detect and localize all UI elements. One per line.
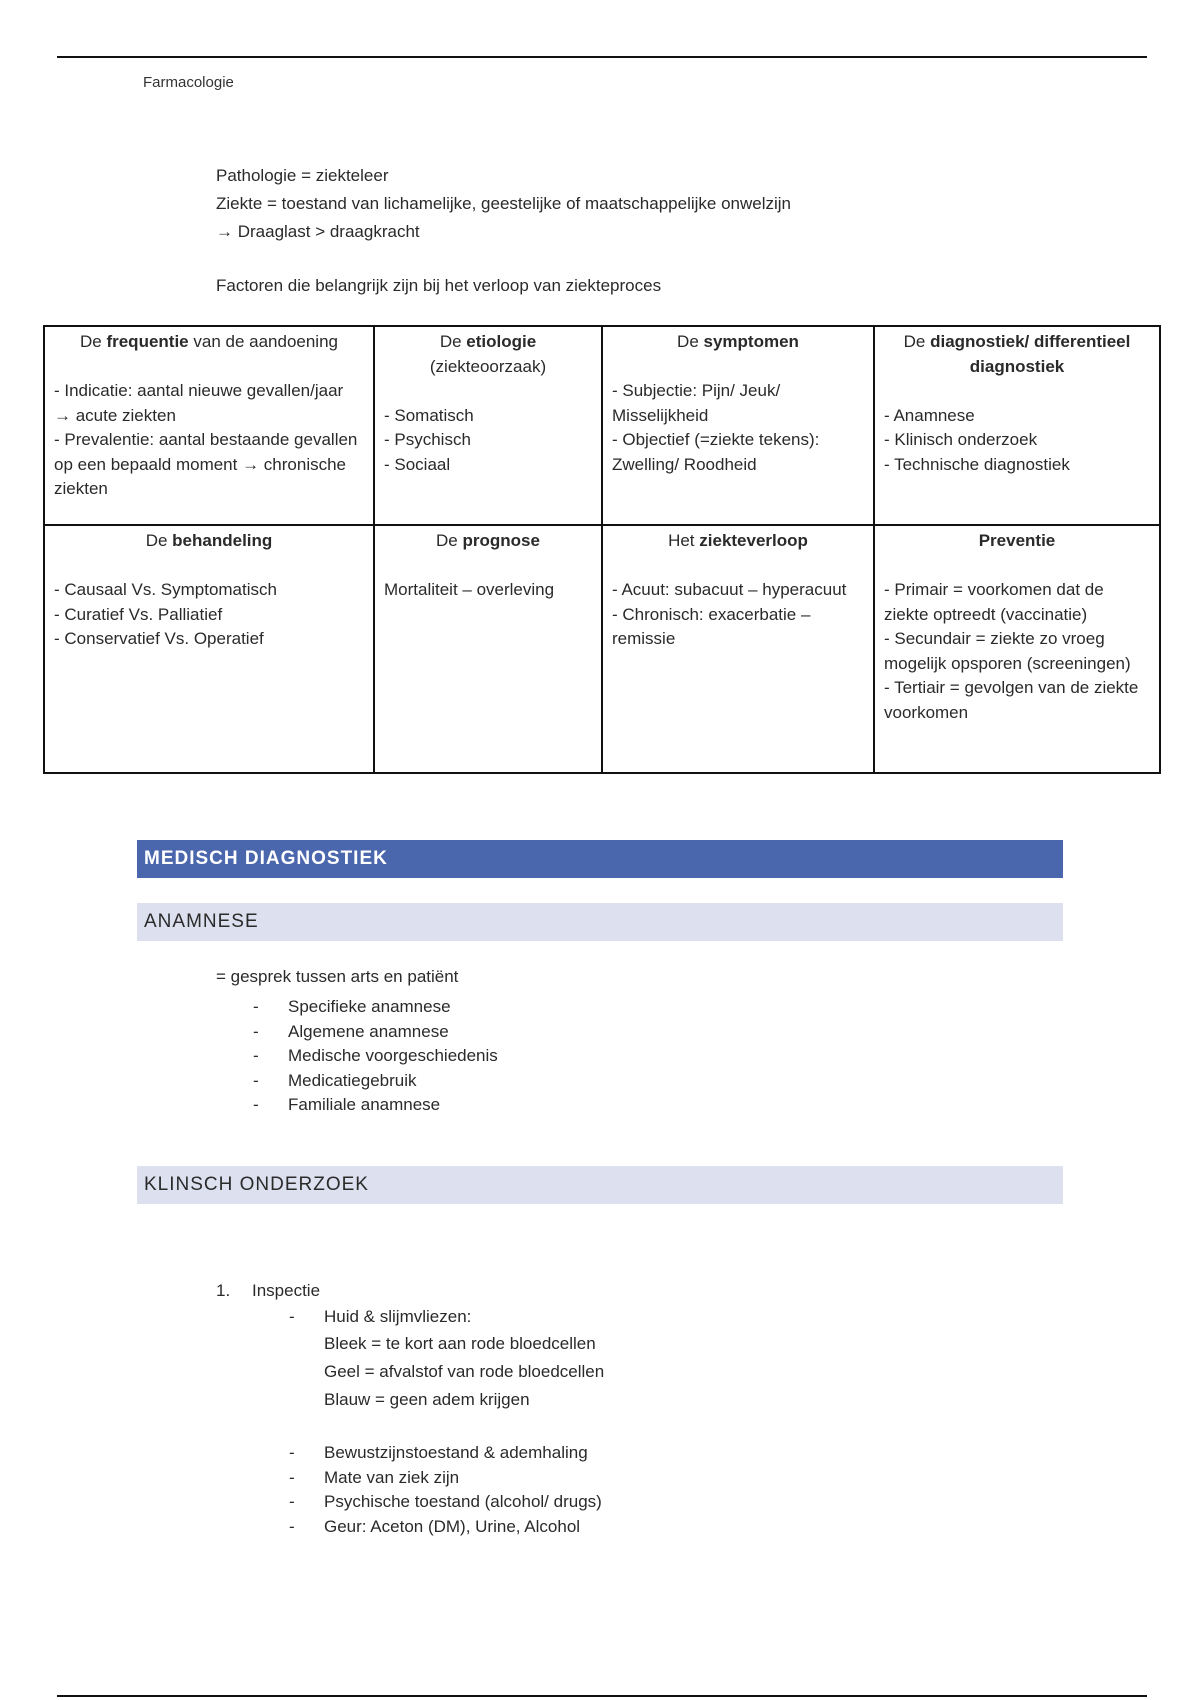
cell-title-bold: etiologie: [466, 332, 537, 351]
cell-line: - Conservatief Vs. Operatief: [54, 629, 264, 648]
document-header: Farmacologie: [143, 74, 234, 91]
skin-color-lines: [324, 1330, 604, 1414]
table-row: [44, 326, 1160, 525]
cell-line: - Prevalentie: aantal bestaande gevallen op een bepaald moment → chronische ziekten: [54, 430, 358, 498]
skin-line: Geel = afvalstof van rode bloedcellen: [324, 1362, 605, 1381]
cell-title-prefix: De: [439, 332, 467, 351]
intro-line: Pathologie = ziekteleer: [216, 166, 389, 185]
cell-line: - Tertiair = gevolgen van de ziekte voorkomen: [884, 678, 1139, 722]
cell-line: - Indicatie: aantal nieuwe gevallen/jaar → acute ziekten: [54, 381, 344, 425]
footer-rule: [57, 1695, 1147, 1697]
inspectie-other-list: [289, 1441, 602, 1539]
cell-behandeling: [44, 525, 374, 773]
item-label: Inspectie: [252, 1281, 321, 1300]
cell-title-bold: Preventie: [978, 531, 1056, 550]
cell-ziekteverloop: [602, 525, 874, 773]
cell-line: - Chronisch: exacerbatie – remissie: [612, 604, 811, 648]
cell-line: - Acuut: subacuut – hyperacuut: [612, 580, 847, 599]
cell-title-bold: behandeling: [172, 531, 273, 550]
cell-prognose: [374, 525, 602, 773]
cell-title-prefix: De: [79, 332, 107, 351]
cell-subtitle: (ziekteoorzaak): [429, 356, 547, 376]
cell-title-bold: diagnostiek/ differentieel diagnostiek: [930, 332, 1131, 376]
cell-title-bold: frequentie: [106, 332, 189, 351]
cell-title-suffix: van de aandoening: [188, 332, 338, 351]
cell-title-bold: ziekteverloop: [699, 531, 808, 550]
cell-line: Mortaliteit – overleving: [384, 580, 555, 599]
cell-line: - Sociaal: [384, 454, 451, 474]
cell-line: - Secundair = ziekte zo vroeg mogelijk opsporen (screeningen): [884, 629, 1131, 673]
cell-title-bold: symptomen: [703, 332, 799, 351]
intro-line: → Draaglast > draagkracht: [216, 222, 420, 241]
list-item: - Familiale anamnese: [253, 1093, 498, 1118]
section-heading-medisch-diagnostiek: MEDISCH DIAGNOSTIEK: [137, 840, 1063, 878]
cell-title-bold: prognose: [462, 531, 540, 550]
cell-line: - Subjectie: Pijn/ Jeuk/ Misselijkheid: [612, 381, 781, 425]
table-row: [44, 525, 1160, 773]
cell-line: - Primair = voorkomen dat de ziekte optreedt (vaccinatie): [884, 580, 1104, 624]
list-item: - Mate van ziek zijn: [289, 1466, 602, 1491]
inspectie-skin-list: [289, 1305, 471, 1330]
skin-line: Bleek = te kort aan rode bloedcellen: [324, 1334, 596, 1353]
anamnese-list: [253, 995, 498, 1118]
intro-block: [216, 162, 791, 246]
cell-title-prefix: De: [903, 332, 931, 351]
cell-line: - Psychisch: [384, 430, 471, 449]
cell-diagnostiek: [874, 326, 1160, 525]
skin-line: Blauw = geen adem krijgen: [324, 1390, 530, 1409]
cell-line: - Somatisch: [384, 405, 474, 425]
cell-line: - Technische diagnostiek: [884, 454, 1070, 474]
cell-title-prefix: De: [677, 332, 704, 351]
cell-line: - Causaal Vs. Symptomatisch: [54, 580, 277, 599]
list-item: - Huid & slijmvliezen:: [289, 1305, 471, 1330]
cell-title-prefix: De: [145, 531, 173, 550]
cell-symptomen: [602, 326, 874, 525]
cell-frequentie: [44, 326, 374, 525]
factors-table: [43, 325, 1161, 774]
intro-line: Ziekte = toestand van lichamelijke, geestelijke of maatschappelijke onwelzijn: [216, 194, 792, 213]
item-number: 1.: [216, 1281, 231, 1300]
factors-heading: Factoren die belangrijk zijn bij het verloop van ziekteproces: [216, 276, 662, 295]
list-item: - Medicatiegebruik: [253, 1069, 498, 1094]
list-item: - Geur: Aceton (DM), Urine, Alcohol: [289, 1515, 602, 1540]
list-item: - Specifieke anamnese: [253, 995, 498, 1020]
header-rule: [57, 56, 1147, 58]
numbered-item-inspectie: [216, 1281, 320, 1301]
cell-line: - Curatief Vs. Palliatief: [54, 604, 223, 624]
cell-line: - Anamnese: [884, 405, 975, 425]
list-item: - Bewustzijnstoestand & ademhaling: [289, 1441, 602, 1466]
cell-preventie: [874, 525, 1160, 773]
cell-line: - Klinisch onderzoek: [884, 430, 1038, 449]
list-item: - Medische voorgeschiedenis: [253, 1044, 498, 1069]
anamnese-definition: = gesprek tussen arts en patiënt: [216, 967, 459, 986]
list-item: - Psychische toestand (alcohol/ drugs): [289, 1490, 602, 1515]
cell-title-prefix: Het: [668, 531, 700, 550]
section-heading-klinisch-onderzoek: KLINSCH ONDERZOEK: [137, 1166, 1063, 1204]
cell-line: - Objectief (=ziekte tekens): Zwelling/ Roodheid: [612, 430, 820, 474]
cell-title-prefix: De: [436, 531, 463, 550]
section-heading-anamnese: ANAMNESE: [137, 903, 1063, 941]
cell-etiologie: [374, 326, 602, 525]
list-item: - Algemene anamnese: [253, 1020, 498, 1045]
